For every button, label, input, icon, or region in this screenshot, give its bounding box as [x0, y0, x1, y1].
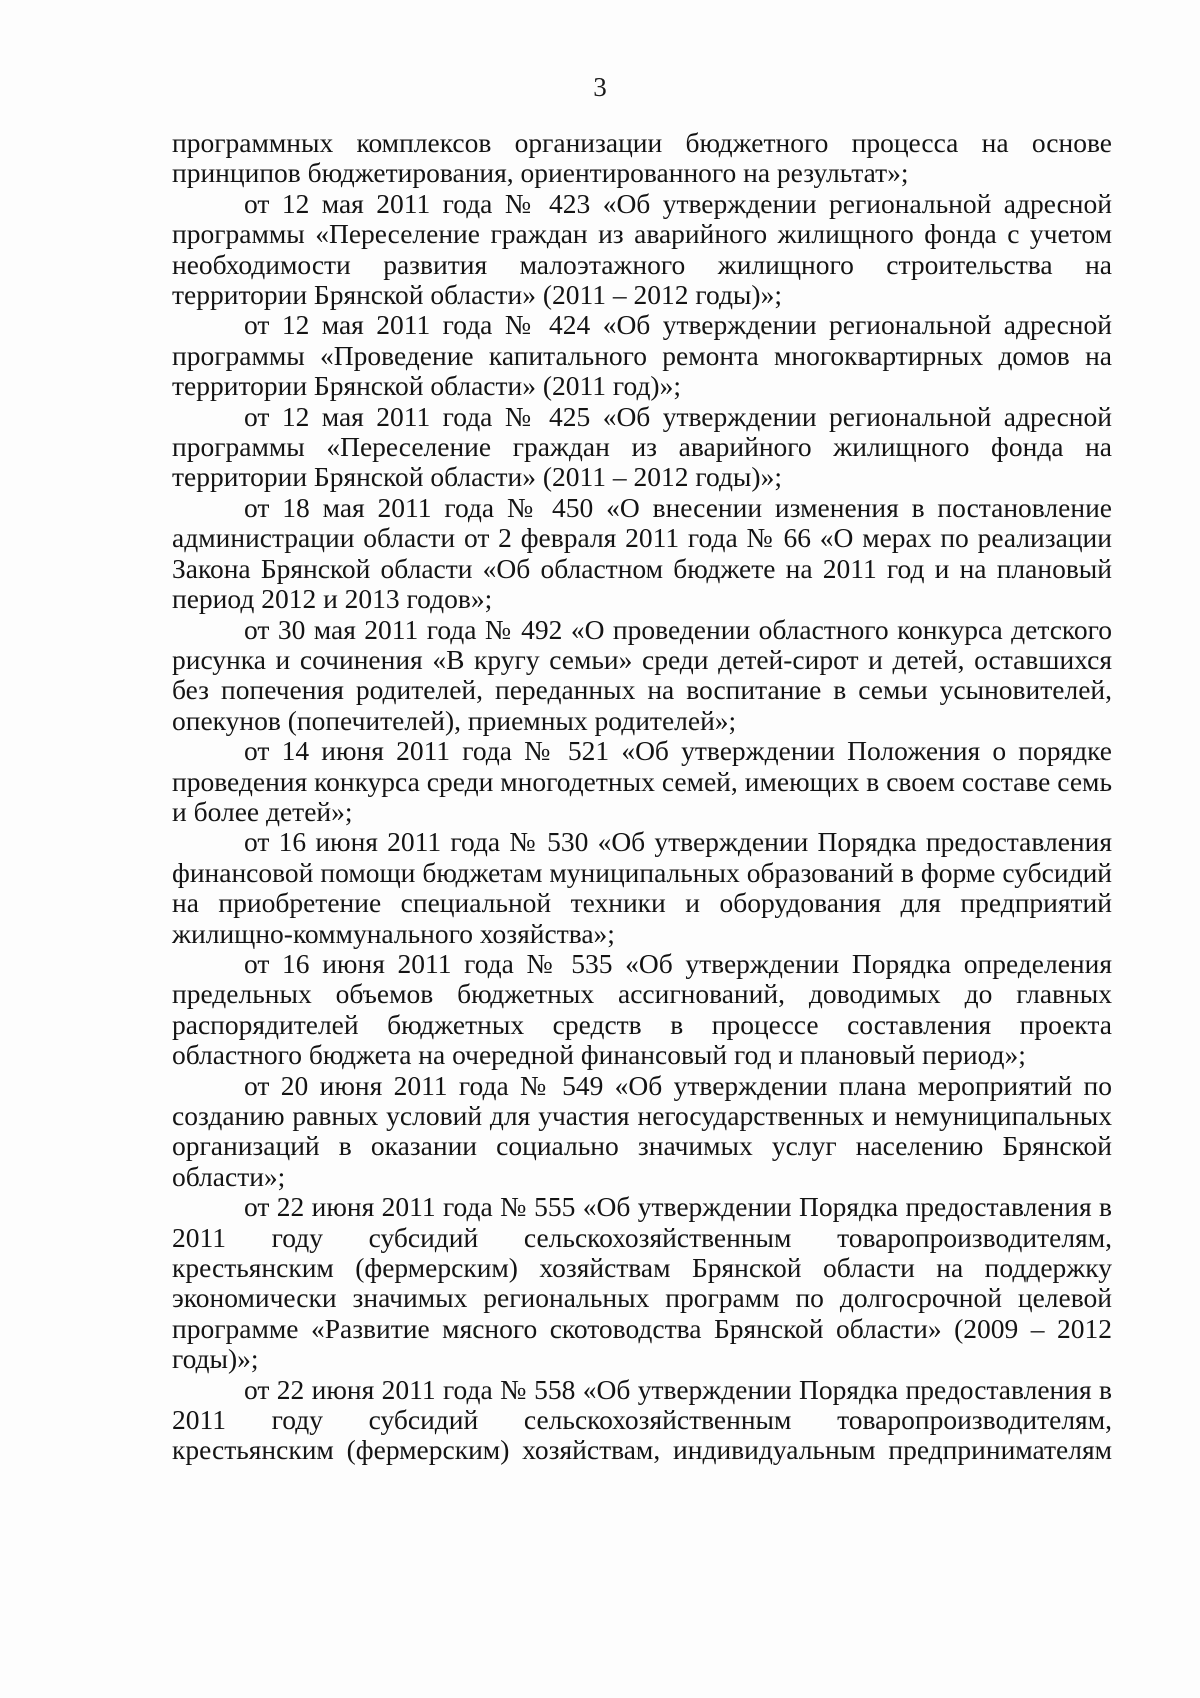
paragraph-resolution-530: от 16 июня 2011 года № 530 «Об утверждении Порядка предоставления финансовой помощи бюджетам муниципальных образований в форме субсидий на приобретение специальной техники и оборудования для предприятий жилищно-коммунального хозяйства»; — [172, 826, 1112, 949]
paragraph-resolution-423: от 12 мая 2011 года № 423 «Об утверждении региональной адресной программы «Переселение граждан из аварийного жилищного фонда с учетом необходимости развития малоэтажного жилищного строительства на территории Брянской области» (2011 – 2012 годы)»; — [172, 187, 1112, 311]
paragraph-resolution-450: от 18 мая 2011 года № 450 «О внесении изменения в постановление администрации области от 2 февраля 2011 года № 66 «О мерах по реализации Закона Брянской области «Об областном бюджете на 2011 год и на плановый период 2012 и 2013 годов»; — [172, 491, 1112, 615]
page-number: 3 — [593, 72, 607, 102]
paragraph-resolution-492: от 30 мая 2011 года № 492 «О проведении областного конкурса детского рисунка и сочинения «В кругу семьи» среди детей-сирот и детей, оставшихся без попечения родителей, переданных на воспитание в семьи усыновителей, опекунов (попечителей), приемных родителей»; — [172, 613, 1112, 736]
paragraph-resolution-558: от 22 июня 2011 года № 558 «Об утверждении Порядка предоставления в 2011 году субсидий сельскохозяйственным товаропроизводителям, крестьянским (фермерским) хозяйствам, индивидуальным предпринимателям — [172, 1373, 1112, 1466]
paragraph-continuation: программных комплексов организации бюджетного процесса на основе принципов бюджетирования, ориентированного на результат»; — [172, 127, 1112, 189]
paragraph-resolution-521: от 14 июня 2011 года № 521 «Об утверждении Положения о порядке проведения конкурса среди многодетных семей, имеющих в своем составе семь и более детей»; — [172, 735, 1112, 827]
document-body — [172, 128, 1112, 1466]
paragraph-resolution-555: от 22 июня 2011 года № 555 «Об утверждении Порядка предоставления в 2011 году субсидий сельскохозяйственным товаропроизводителям, крестьянским (фермерским) хозяйствам Брянской области на поддержку экономически значимых региональных программ по долгосрочной целевой программе «Развитие мясного скотоводства Брянской области» (2009 – 2012 годы)»; — [172, 1191, 1112, 1375]
paragraph-resolution-425: от 12 мая 2011 года № 425 «Об утверждении региональной адресной программы «Переселение граждан из аварийного жилищного фонда на территории Брянской области» (2011 – 2012 годы)»; — [172, 400, 1112, 493]
paragraph-resolution-535: от 16 июня 2011 года № 535 «Об утверждении Порядка определения предельных объемов бюджетных ассигнований, доводимых до главных распорядителей бюджетных средств в процессе составления проекта областного бюджета на очередной финансовый год и плановый период»; — [172, 947, 1112, 1071]
paragraph-resolution-549: от 20 июня 2011 года № 549 «Об утверждении плана мероприятий по созданию равных условий для участия негосударственных и немуниципальных организаций в оказании социально значимых услуг населению Брянской области»; — [172, 1069, 1112, 1192]
paragraph-resolution-424: от 12 мая 2011 года № 424 «Об утверждении региональной адресной программы «Проведение капитального ремонта многоквартирных домов на территории Брянской области» (2011 год)»; — [172, 309, 1112, 402]
